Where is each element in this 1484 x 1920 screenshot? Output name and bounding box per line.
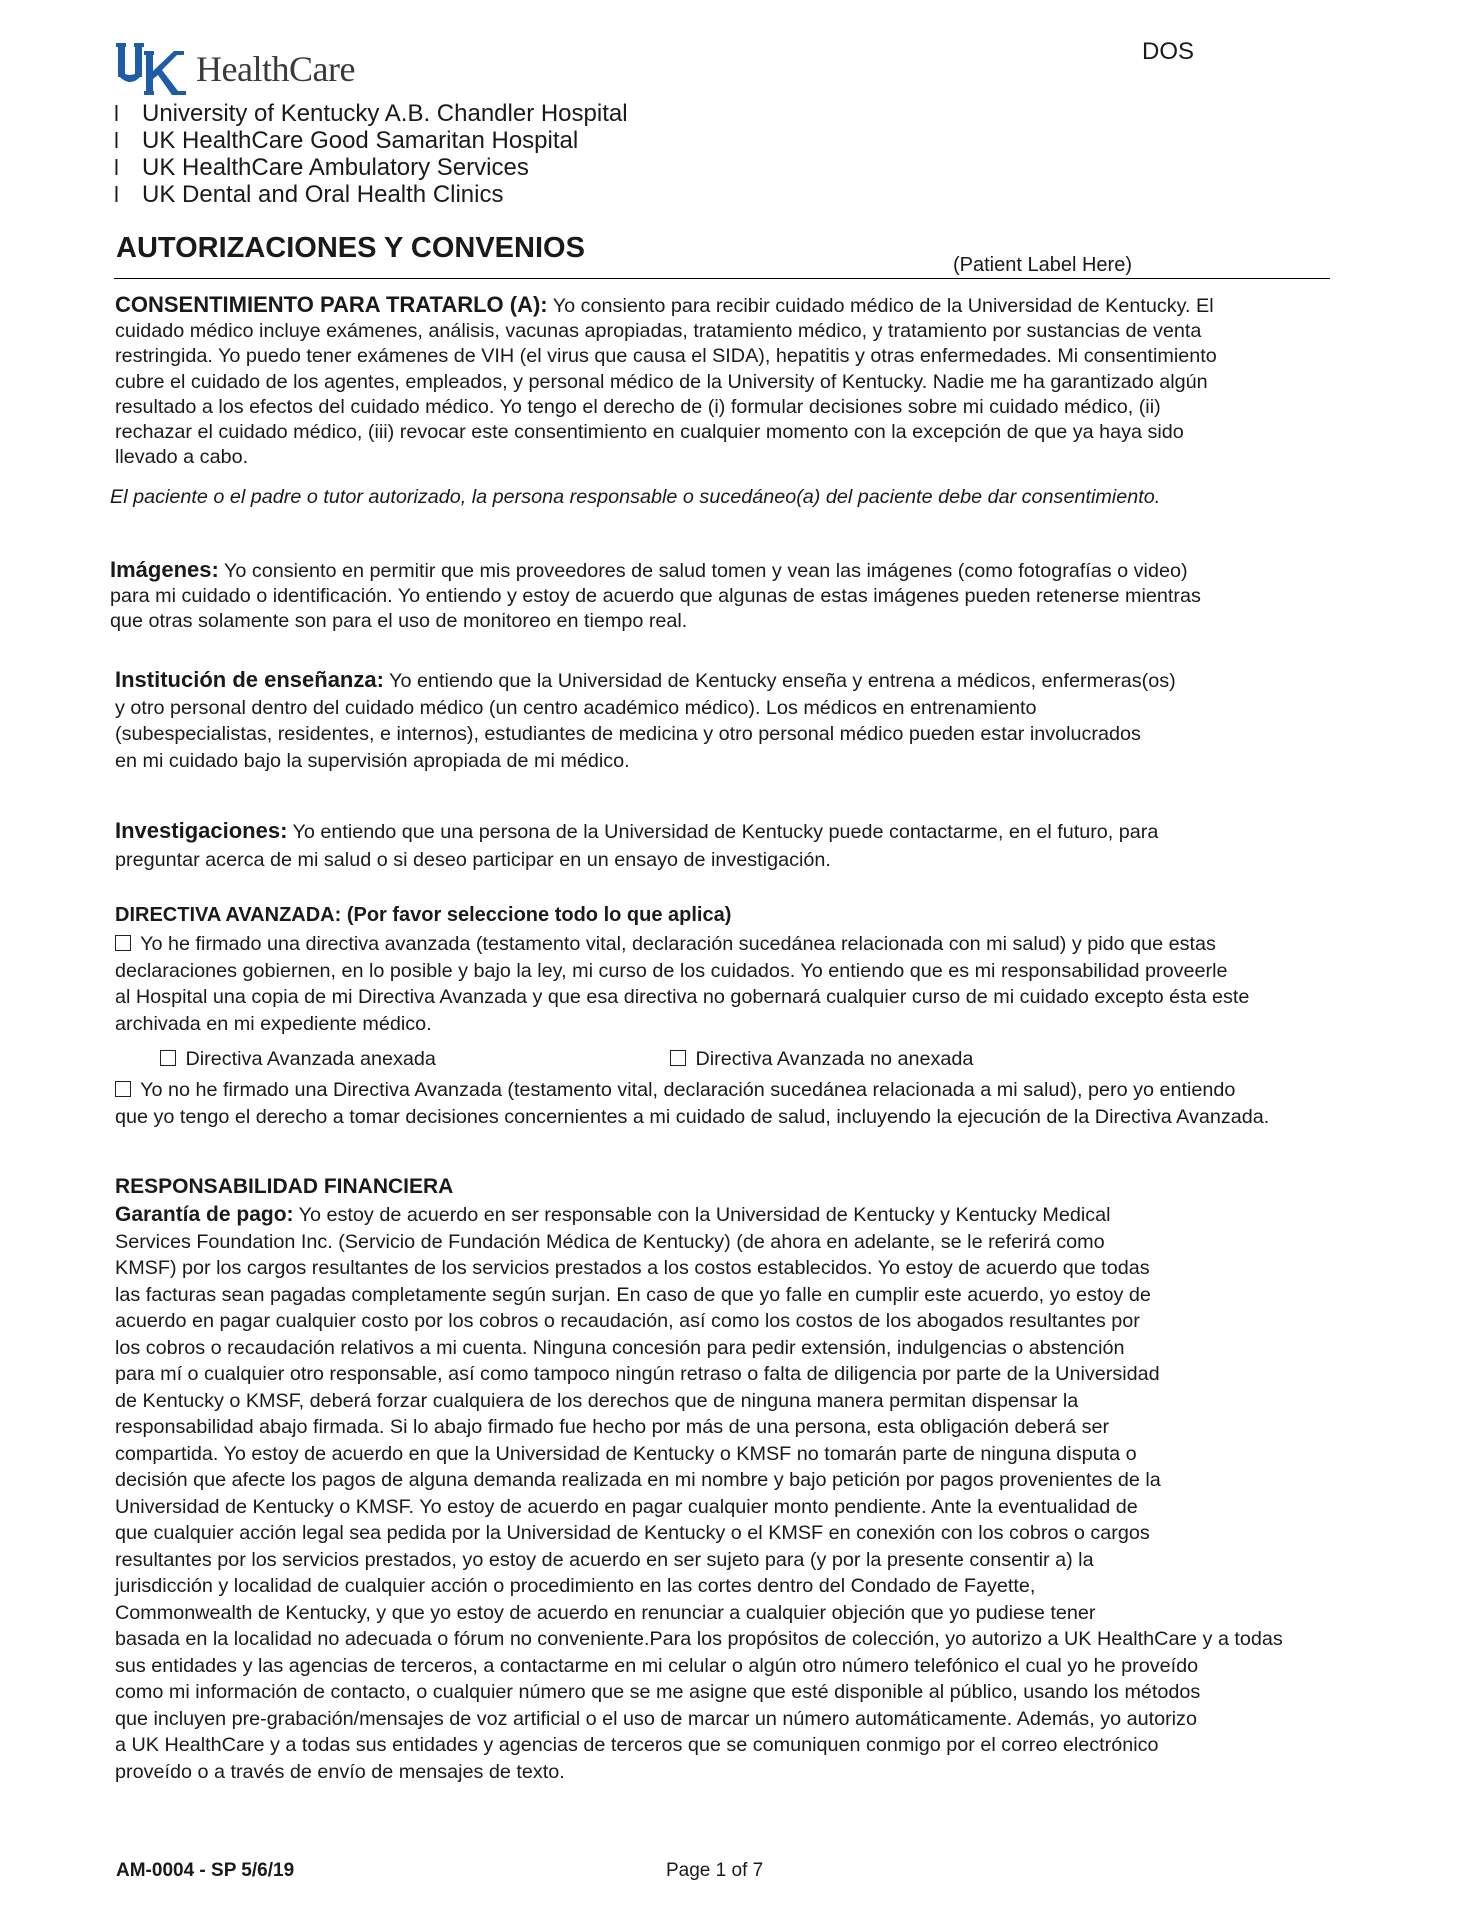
brand-name: HealthCare bbox=[196, 49, 355, 89]
patient-label-area: (Patient Label Here) bbox=[953, 254, 1132, 276]
checkbox-directive-not-signed[interactable] bbox=[115, 1081, 131, 1097]
directive-attached-option: Directiva Avanzada anexada bbox=[160, 1048, 436, 1071]
financial-heading: RESPONSABILIDAD FINANCIERA bbox=[115, 1175, 454, 1198]
uk-healthcare-logo bbox=[114, 38, 355, 100]
doc-code: DOS bbox=[1142, 38, 1195, 65]
teaching-section: Institución de enseñanza: Yo entiendo que la Universidad de Kentucky enseña y entrena a médicos, enfermeras(os) y otro personal dentro del cuidado médico (un centro académico médico). Los médicos en entrenamiento (subespecialistas, residentes, e internos), estudiantes de medicina y otro personal médico pueden estar involucrados en mi cuidado bajo la supervisión apropiada de mi médico. bbox=[115, 667, 1176, 772]
checkbox-directive-attached[interactable] bbox=[160, 1050, 176, 1066]
payment-guarantee-heading: Garantía de pago: bbox=[115, 1203, 294, 1226]
images-heading: Imágenes: bbox=[110, 557, 219, 582]
facility-item: l UK HealthCare Good Samaritan Hospital bbox=[114, 127, 579, 154]
images-section: Imágenes: Yo consiento en permitir que mis proveedores de salud tomen y vean las imágenes (como fotografías o video) para mi cuidado o identificación. Yo entiendo y estoy de acuerdo que algunas de estas imágenes pueden retenerse mientras que otras solamente son para el uso de monitoreo en tiempo real. bbox=[110, 557, 1201, 633]
consent-heading: CONSENTIMIENTO PARA TRATARLO (A): bbox=[115, 292, 548, 317]
form-id: AM-0004 - SP 5/6/19 bbox=[116, 1860, 295, 1881]
facility-item: l UK HealthCare Ambulatory Services bbox=[114, 154, 529, 181]
consent-note: El paciente o el padre o tutor autorizado, la persona responsable o sucedáneo(a) del paciente debe dar consentimiento. bbox=[110, 486, 1161, 508]
research-heading: Investigaciones: bbox=[115, 818, 288, 843]
uk-logo-icon bbox=[114, 39, 190, 99]
checkbox-directive-signed[interactable] bbox=[115, 935, 131, 951]
financial-section: Garantía de pago: Yo estoy de acuerdo en ser responsable con la Universidad de Kentucky y Kentucky Medical Services Foundation Inc. (Servicio de Fundación Médica de Kentucky) (de ahora en adelante, se le referirá como KMSF) por los cargos resultantes de los servicios prestados a los costos establecidos. Yo estoy de acuerdo que todas las facturas sean pagadas completamente según surjan. En caso de que yo falle en cumplir este acuerdo, yo estoy de acuerdo en pagar cualquier costo por los cobros o recaudación, así como los costos de los abogados resultantes por los cobros o recaudación relativos a mi cuenta. Ninguna concesión para pedir extensión, indulgencias o abstención para mí o cualquier otro responsable, así como tampoco ningún retraso o falta de diligencia por parte de la Universidad de Kentucky o KMSF, deberá forzar cualquiera de los derechos que de ninguna manera permitan dispensar la responsabilidad abajo firmada. Si lo abajo firmado fue hecho por más de una persona, esta obligación deberá ser compartida. Yo estoy de acuerdo en que la Universidad de Kentucky o KMSF no tomarán parte de ninguna disputa o decisión que afecte los pagos de alguna demanda realizada en mi nombre y bajo petición por pagos provenientes de la Universidad de Kentucky o KMSF. Yo estoy de acuerdo en pagar cualquier monto pendiente. Ante la eventualidad de que cualquier acción legal sea pedida por la Universidad de Kentucky o el KMSF en conexión con los cobros o cargos resultantes por los servicios prestados, yo estoy de acuerdo en ser sujeto para (y por la presente consentir a) la jurisdicción y localidad de cualquier acción o procedimiento en las cortes dentro del Condado de Fayette, Commonwealth de Kentucky, y que yo estoy de acuerdo en renunciar a cualquier objeción que yo pudiese tener basada en la localidad no adecuada o fórum no conveniente.Para los propósitos de colección, yo autorizo a UK HealthCare y a todas sus entidades y las agencias de terceros, a contactarme en mi celular o algún otro número telefónico el cual yo he proveído como mi información de contacto, o cualquier número que se me asigne que esté disponible al público, usando los métodos que incluyen pre-grabación/mensajes de voz artificial o el uso de marcar un número automáticamente. Además, yo autorizo a UK HealthCare y a todas sus entidades y agencias de terceros que se comuniquen conmigo por el correo electrónico proveído o a través de envío de mensajes de texto. bbox=[115, 1203, 1283, 1783]
facility-item: l University of Kentucky A.B. Chandler Hospital bbox=[114, 100, 628, 127]
directive-not-attached-option: Directiva Avanzada no anexada bbox=[670, 1048, 973, 1071]
teaching-heading: Institución de enseñanza: bbox=[115, 667, 384, 692]
directive-heading: DIRECTIVA AVANZADA: (Por favor seleccione todo lo que aplica) bbox=[115, 904, 732, 926]
page-title: AUTORIZACIONES Y CONVENIOS bbox=[116, 232, 585, 264]
research-section: Investigaciones: Yo entiendo que una persona de la Universidad de Kentucky puede contactarme, en el futuro, para preguntar acerca de mi salud o si deseo participar en un ensayo de investigación. bbox=[115, 818, 1159, 871]
directive-option-signed: Yo he firmado una directiva avanzada (testamento vital, declaración sucedánea relacionada con mi salud) y pido que estas declaraciones gobiernen, en lo posible y bajo la ley, mi curso de los cuidados. Yo entiendo que es mi responsabilidad proveerle al Hospital una copia de mi Directiva Avanzada y que esa directiva no gobernará cualquier curso de mi cuidado excepto ésta este archivada en mi expediente médico. bbox=[115, 933, 1250, 1035]
checkbox-directive-not-attached[interactable] bbox=[670, 1050, 686, 1066]
consent-section: CONSENTIMIENTO PARA TRATARLO (A): Yo consiento para recibir cuidado médico de la Universidad de Kentucky. El cuidado médico incluye exámenes, análisis, vacunas apropiadas, tratamiento médico, y tratamiento por sustancias de venta restringida. Yo puedo tener exámenes de VIH (el virus que causa el SIDA), hepatitis y otras enfermedades. Mi consentimiento cubre el cuidado de los agentes, empleados, y personal médico de la University of Kentucky. Nadie me ha garantizado algún resultado a los efectos del cuidado médico. Yo tengo el derecho de (i) formular decisiones sobre mi cuidado médico, (ii) rechazar el cuidado médico, (iii) revocar este consentimiento en cualquier momento con la excepción de que ya haya sido llevado a cabo. bbox=[115, 292, 1217, 469]
title-divider bbox=[114, 278, 1330, 279]
facility-item: l UK Dental and Oral Health Clinics bbox=[114, 181, 504, 208]
directive-option-not-signed: Yo no he firmado una Directiva Avanzada (testamento vital, declaración sucedánea relacionada a mi salud), pero yo entiendo que yo tengo el derecho a tomar decisiones concernientes a mi cuidado de salud, incluyendo la ejecución de la Directiva Avanzada. bbox=[115, 1079, 1270, 1128]
page-number: Page 1 of 7 bbox=[666, 1860, 764, 1881]
